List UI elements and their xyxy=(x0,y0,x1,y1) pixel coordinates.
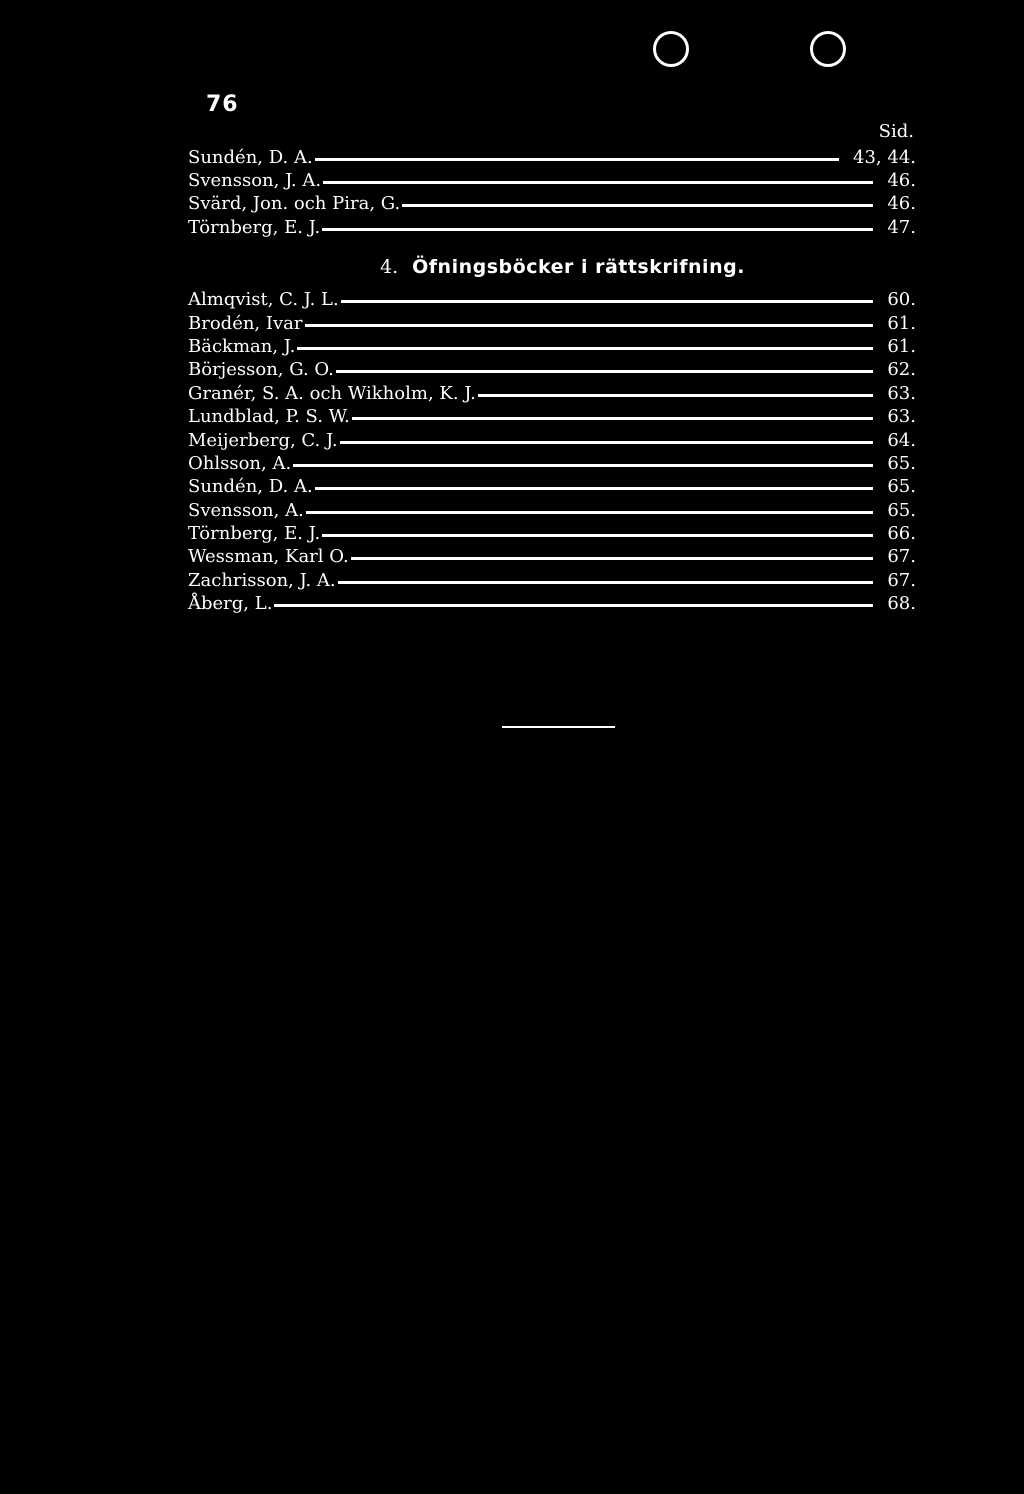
entry-pages: 61. xyxy=(887,312,916,334)
index-entry xyxy=(188,288,916,311)
index-entry xyxy=(188,522,916,545)
index-entry xyxy=(188,169,916,192)
index-entry xyxy=(188,382,916,405)
punch-hole-left xyxy=(653,31,689,67)
index-entry xyxy=(188,358,916,381)
leader-line xyxy=(323,181,873,184)
leader-line xyxy=(274,604,873,607)
leader-line xyxy=(306,511,874,514)
leader-line xyxy=(293,464,873,467)
entry-name: Sundén, D. A. xyxy=(188,147,313,169)
leader-line xyxy=(338,581,874,584)
entry-pages: 66. xyxy=(887,523,916,545)
index-entry xyxy=(188,192,916,215)
index-entry xyxy=(188,428,916,451)
index-entry xyxy=(188,592,916,615)
entry-name: Törnberg, E. J. xyxy=(188,523,321,545)
end-rule xyxy=(502,726,615,728)
leader-line xyxy=(341,300,874,303)
entry-pages: 68. xyxy=(887,593,916,615)
index-entry xyxy=(188,569,916,592)
section-number: 4. xyxy=(380,256,399,278)
entry-name: Börjesson, G. O. xyxy=(188,359,334,381)
index-entry xyxy=(188,405,916,428)
entry-name: Ohlsson, A. xyxy=(188,452,292,474)
entry-pages: 61. xyxy=(887,335,916,357)
index-list-section xyxy=(188,288,916,615)
entry-pages: 65. xyxy=(887,499,916,521)
leader-line xyxy=(402,204,873,207)
entry-pages: 65. xyxy=(887,452,916,474)
leader-line xyxy=(315,487,874,490)
sid-column-label: Sid. xyxy=(878,121,914,142)
index-entry xyxy=(188,311,916,334)
leader-line xyxy=(322,534,873,537)
leader-line xyxy=(305,324,874,327)
section-title: Öfningsböcker i rättskrifning. xyxy=(412,256,745,278)
entry-pages: 65. xyxy=(887,476,916,498)
entry-pages: 63. xyxy=(887,382,916,404)
entry-pages: 62. xyxy=(887,359,916,381)
entry-pages: 60. xyxy=(887,289,916,311)
index-entry xyxy=(188,499,916,522)
entry-name: Brodén, Ivar xyxy=(188,312,303,334)
index-entry xyxy=(188,475,916,498)
entry-name: Almqvist, C. J. L. xyxy=(188,289,339,311)
entry-name: Törnberg, E. J. xyxy=(188,216,321,238)
entry-name: Zachrisson, J. A. xyxy=(188,569,336,591)
entry-pages: 67. xyxy=(887,546,916,568)
leader-line xyxy=(340,441,874,444)
entry-pages: 63. xyxy=(887,406,916,428)
leader-line xyxy=(322,228,873,231)
leader-line xyxy=(478,394,874,397)
leader-line xyxy=(315,158,839,161)
leader-line xyxy=(351,557,874,560)
leader-line xyxy=(352,417,874,420)
entry-name: Svärd, Jon. och Pira, G. xyxy=(188,193,401,215)
index-entry xyxy=(188,452,916,475)
punch-hole-right xyxy=(810,31,846,67)
page-number: 76 xyxy=(206,92,239,117)
entry-pages: 46. xyxy=(887,170,916,192)
entry-name: Granér, S. A. och Wikholm, K. J. xyxy=(188,382,476,404)
index-entry xyxy=(188,216,916,239)
entry-name: Sundén, D. A. xyxy=(188,476,313,498)
entry-name: Lundblad, P. S. W. xyxy=(188,406,350,428)
entry-name: Åberg, L. xyxy=(188,593,273,615)
leader-line xyxy=(297,347,873,350)
entry-name: Svensson, A. xyxy=(188,499,304,521)
index-entry xyxy=(188,335,916,358)
index-entry xyxy=(188,146,916,169)
index-entry xyxy=(188,545,916,568)
entry-pages: 64. xyxy=(887,429,916,451)
entry-pages: 67. xyxy=(887,569,916,591)
index-list-top xyxy=(188,146,916,239)
leader-line xyxy=(336,370,874,373)
entry-name: Bäckman, J. xyxy=(188,335,296,357)
entry-pages: 47. xyxy=(887,216,916,238)
entry-pages: 46. xyxy=(887,193,916,215)
entry-name: Svensson, J. A. xyxy=(188,170,322,192)
entry-pages: 43, 44. xyxy=(853,147,916,169)
section-heading xyxy=(380,256,745,278)
entry-name: Meijerberg, C. J. xyxy=(188,429,338,451)
entry-name: Wessman, Karl O. xyxy=(188,546,349,568)
